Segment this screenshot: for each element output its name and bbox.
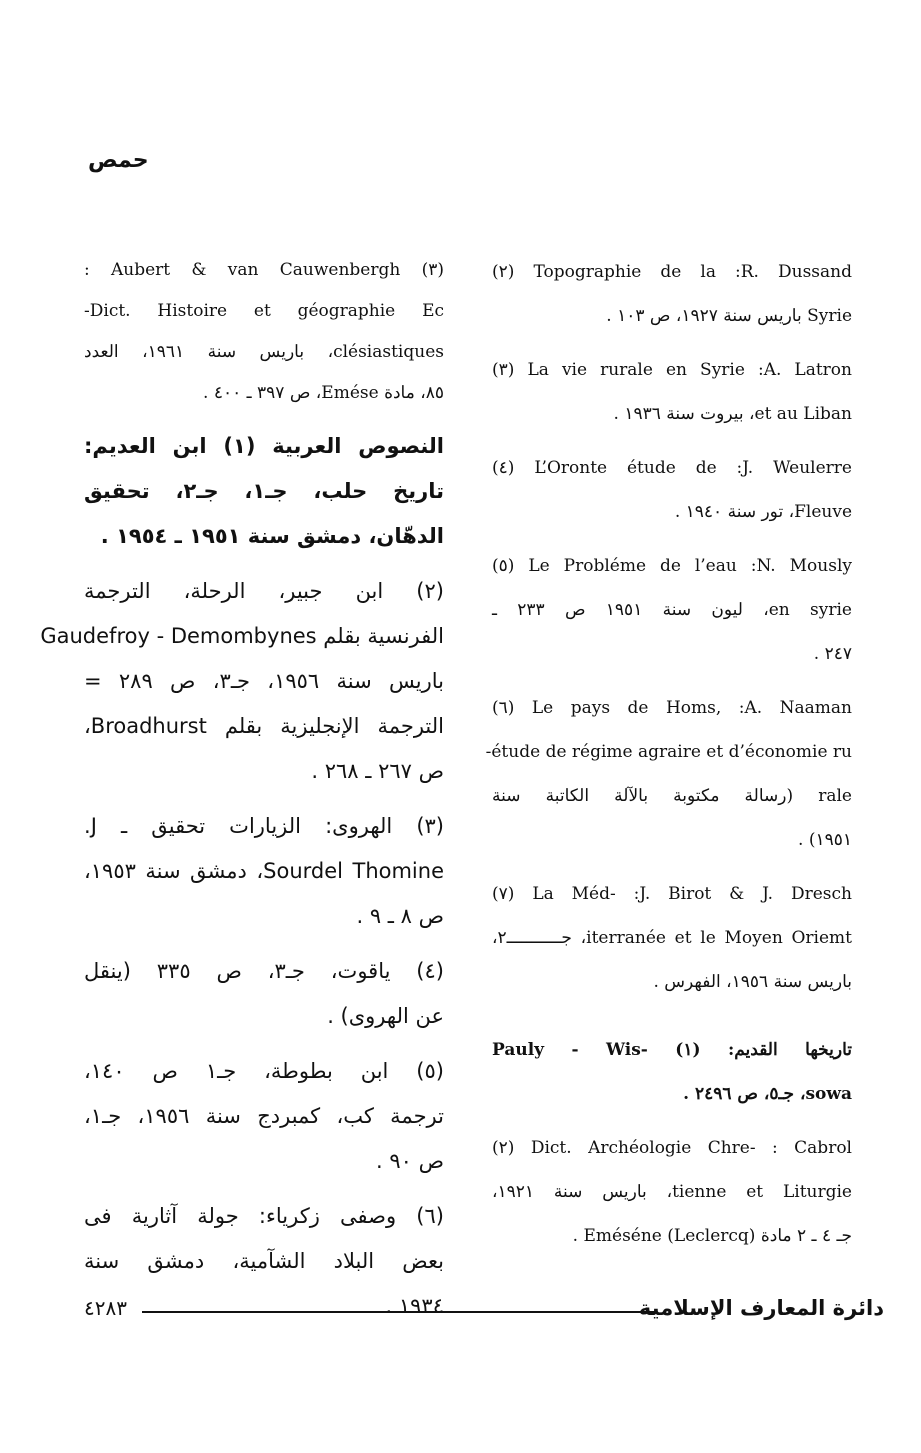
entry-line: Le Probléme de l’eau :N. Mously (٥) [492, 556, 852, 576]
section-heading-entry [84, 424, 444, 559]
running-header: حمص [88, 148, 149, 173]
left-column [40, 250, 444, 1339]
entry-line: rale (رسالة مكتوبة بالآلة الكاتبة سنة [492, 786, 852, 806]
page-number: ٤٢٨٣ [84, 1296, 127, 1320]
entry-line: La vie rurale en Syrie :A. Latron (٣) [492, 360, 852, 380]
entry-line: الدهّان، دمشق سنة ١٩٥١ ـ ١٩٥٤ . [100, 524, 444, 548]
reference-entry [84, 949, 444, 1039]
entry-line: جـ ٤ ـ ٢ مادة Eméséne (Leclercq) . [572, 1226, 852, 1246]
entry-line: Dict. Histoire et géographie Ec- [84, 301, 444, 321]
reference-entry [84, 250, 444, 414]
entry-line: عن الهروى) . [327, 1004, 444, 1028]
publication-title: دائرة المعارف الإسلامية [638, 1296, 884, 1320]
entry-line: (٤) ياقوت، جـ٣، ص ٣٣٥ (ينقل [84, 959, 444, 983]
entry-line: الترجمة الإنجليزية بقلم Broadhurst، [84, 714, 444, 738]
reference-entry [84, 1049, 444, 1184]
entry-line: (٣) Aubert & van Cauwenbergh : [84, 260, 444, 280]
entry-line: Dict. Archéologie Chre- : Cabrol (٢) [492, 1138, 852, 1158]
entry-line: Syrie باريس سنة ١٩٢٧، ص ١٠٣ . [606, 306, 852, 326]
entry-line: ص ٩٠ . [376, 1149, 444, 1173]
footer-rule [142, 1311, 656, 1313]
entry-line: باريس سنة ١٩٥٦، جـ٣، ص ٢٨٩ = [84, 669, 444, 693]
reference-entry [492, 544, 852, 676]
entry-line: en syrie، ليون سنة ١٩٥١ ص ٢٣٣ ـ [492, 600, 852, 620]
entry-line: sowa، جـ٥، ص ٢٤٩٦ . [683, 1084, 852, 1104]
entry-line: L’Oronte étude de :J. Weulerre (٤) [492, 458, 852, 478]
right-column [485, 250, 853, 1268]
section-heading-entry [492, 1028, 852, 1116]
entry-line: étude de régime agraire et d’économie ru- [485, 742, 852, 762]
entry-line: بعض البلاد الشآمية، دمشق سنة [84, 1249, 444, 1273]
page-footer [84, 1296, 884, 1326]
reference-entry [492, 1126, 852, 1258]
entry-line: (٢) ابن جبير، الرحلة، الترجمة [84, 579, 444, 603]
reference-entry [492, 348, 852, 436]
entry-line: Fleuve، تور سنة ١٩٤٠ . [674, 502, 852, 522]
entry-line: تاريخ حلب، جـ١، جـ٢، تحقيق [84, 479, 444, 503]
entry-line: ص ٢٦٧ ـ ٢٦٨ . [311, 759, 444, 783]
reference-entry [485, 686, 852, 862]
entry-line: La Méd- :J. Birot & J. Dresch (٧) [492, 884, 852, 904]
entry-line: clésiastiques، باريس سنة ١٩٦١، العدد [84, 342, 444, 362]
entry-line: (٦) وصفى زكرياء: جولة آثارية فى [84, 1204, 444, 1228]
entry-line: iterranée et le Moyen Oriemt، جـــــــــــ٢، [492, 928, 853, 948]
entry-line: ٢٤٧ . [813, 644, 852, 664]
entry-line: ص ٨ ـ ٩ . [356, 904, 444, 928]
reference-entry [40, 569, 444, 794]
reference-entry [492, 872, 852, 1004]
entry-line: (٥) ابن بطوطة، جـ١ ص ١٤٠، [84, 1059, 444, 1083]
entry-line: ١٩٣٤ . [385, 1294, 444, 1318]
entry-line: تاريخها القديم: (١) -Pauly - Wis [492, 1040, 852, 1060]
entry-line: et au Liban، بيروت سنة ١٩٣٦ . [613, 404, 852, 424]
reference-entry [84, 804, 444, 939]
entry-line: Sourdel Thomine، دمشق سنة ١٩٥٣، [84, 859, 444, 883]
entry-line: tienne et Liturgie، باريس سنة ١٩٢١، [492, 1182, 852, 1202]
entry-line: ١٩٥١) . [798, 830, 852, 850]
entry-line: (٣) الهروى: الزيارات تحقيق ـ J. [84, 814, 444, 838]
entry-line: Topographie de la :R. Dussand (٢) [492, 262, 852, 282]
reference-entry [492, 250, 852, 338]
entry-line: النصوص العربية (١) ابن العديم: [84, 434, 444, 458]
entry-line: باريس سنة ١٩٥٦، الفهرس . [653, 972, 852, 992]
entry-line: ٨٥، مادة Emése، ص ٣٩٧ ـ ٤٠٠ . [203, 383, 444, 403]
entry-line: الفرنسية بقلم Gaudefroy - Demombynes [40, 624, 444, 648]
entry-line: ترجمة كب، كمبردج سنة ١٩٥٦، جـ١، [84, 1104, 444, 1128]
entry-line: Le pays de Homs, :A. Naaman (٦) [492, 698, 852, 718]
reference-entry [492, 446, 852, 534]
